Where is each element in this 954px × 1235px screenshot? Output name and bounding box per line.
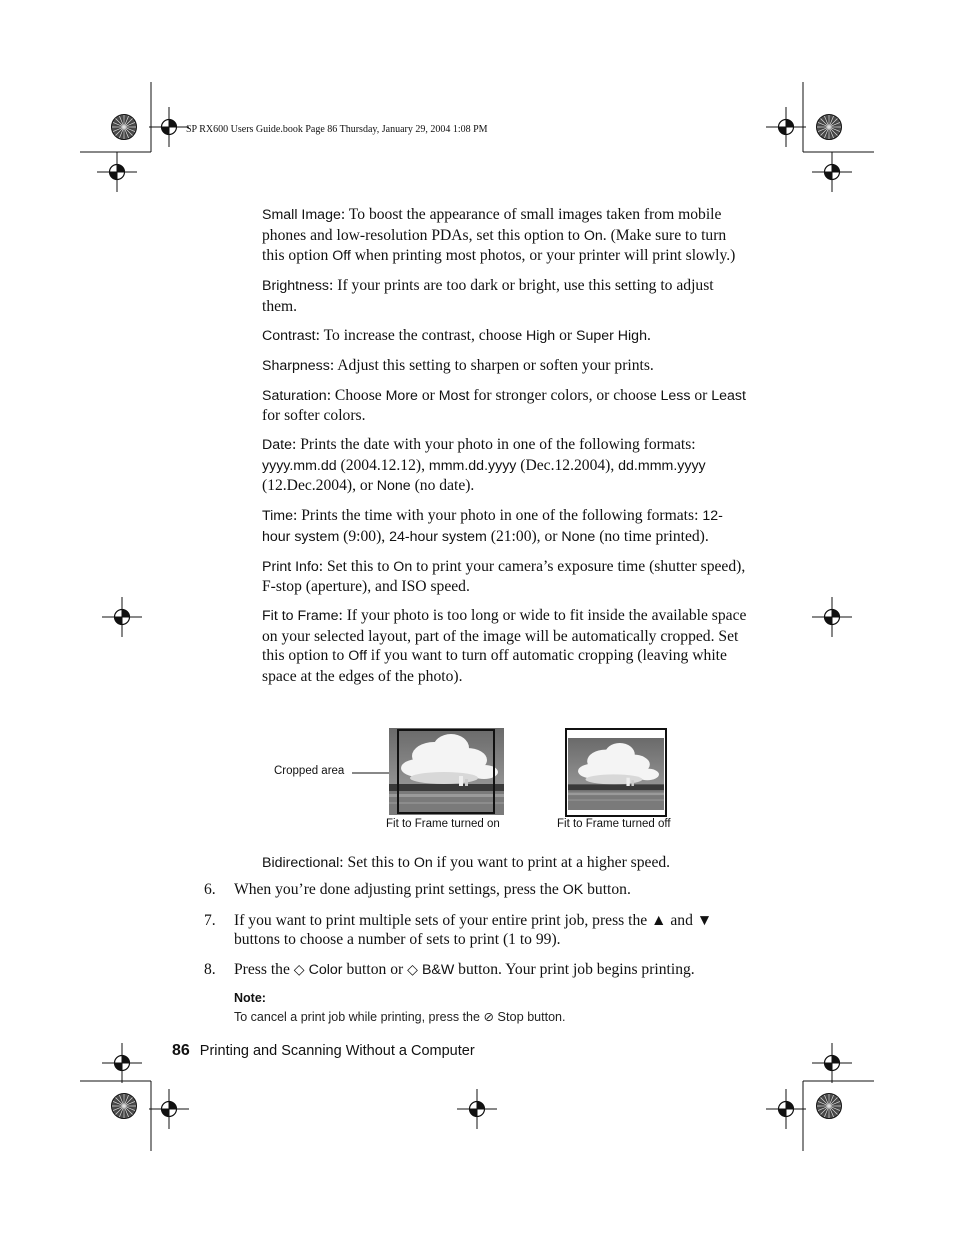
setting-contrast — [262, 326, 748, 347]
photo-fit-on — [389, 728, 504, 815]
option-value: On — [393, 558, 413, 575]
photo-fit-off — [565, 728, 667, 817]
body-text: when printing most photos, or your printer will print slowly.) — [350, 247, 736, 264]
setting-fit-to-frame — [262, 606, 748, 686]
registration-mark-icon — [149, 1089, 189, 1129]
caption-fit-off: Fit to Frame turned off — [557, 818, 671, 830]
body-text: if you want to print at a higher speed. — [432, 854, 671, 871]
page-footer — [172, 1042, 475, 1060]
note-text-after: button. — [523, 1010, 566, 1024]
note-heading: Note: — [234, 991, 266, 1005]
setting-term: Print Info — [262, 558, 319, 575]
option-value: On — [413, 855, 433, 871]
body-text: button. Your print job begins printing. — [454, 960, 695, 978]
option-value: Less — [660, 387, 691, 404]
step-number: 6. — [204, 881, 216, 898]
body-text: . (Make sure to turn this option — [262, 226, 727, 264]
star-target-icon — [112, 115, 137, 140]
registration-mark-icon — [812, 597, 852, 637]
fit-to-frame-figure — [260, 727, 710, 837]
option-value: High — [526, 327, 556, 344]
setting-term: Contrast — [262, 327, 316, 344]
print-job-header: SP RX600 Users Guide.book Page 86 Thursday, January 29, 2004 1:08 PM — [186, 124, 488, 135]
setting-print-info — [262, 557, 748, 597]
body-text: or — [417, 386, 439, 404]
body-text: (2004.12.12), — [336, 456, 429, 474]
body-text: (21:00), or — [486, 527, 562, 545]
step-list — [204, 880, 748, 990]
setting-term: Sharpness — [262, 357, 330, 374]
body-text: When you’re done adjusting print settings, press the — [234, 881, 563, 898]
setting-brightness — [262, 276, 748, 316]
body-text: If you want to print multiple sets of your entire print job, press the ▲ and ▼ buttons to choose a number of sets to print (1 to 99). — [234, 911, 713, 948]
option-value: ◇ B&W — [407, 961, 455, 978]
step-number: 8. — [204, 960, 216, 978]
step-number: 7. — [204, 911, 216, 929]
option-value: dd.mmm.yyyy — [618, 457, 706, 474]
registration-mark-icon — [102, 597, 142, 637]
body-text: (no date). — [410, 477, 475, 494]
body-text: : Adjust this setting to sharpen or soften your prints. — [329, 356, 654, 374]
registration-mark-icon — [457, 1089, 497, 1129]
option-value: 24-hour system — [389, 528, 487, 545]
body-text: : Choose — [326, 386, 386, 404]
body-text: for stronger colors, or choose — [469, 386, 661, 404]
body-text: button. — [583, 881, 631, 898]
option-value: Off — [348, 648, 367, 664]
stop-icon: ⊘ — [483, 1009, 494, 1024]
option-value: On — [583, 227, 603, 244]
caption-fit-on: Fit to Frame turned on — [386, 818, 500, 830]
option-value: Least — [711, 387, 746, 404]
setting-term: Small Image — [262, 207, 341, 223]
setting-bidirectional — [262, 853, 748, 874]
setting-date — [262, 435, 748, 497]
option-value: Off — [332, 248, 351, 264]
body-text: (9:00), — [339, 527, 390, 545]
body-text: : If your prints are too dark or bright, use this setting to adjust them. — [262, 277, 714, 315]
registration-mark-icon — [97, 152, 137, 192]
body-text: or — [690, 386, 712, 404]
setting-saturation — [262, 386, 748, 426]
note-text-before: To cancel a print job while printing, press the — [234, 1010, 484, 1024]
body-text: Press the — [234, 960, 294, 978]
body-text: : Set this to — [318, 557, 394, 575]
step-item — [204, 960, 748, 981]
body-text: or — [555, 326, 576, 344]
chapter-title: Printing and Scanning Without a Computer — [199, 1043, 475, 1059]
setting-small-image — [262, 205, 748, 267]
step-item — [204, 911, 748, 950]
setting-term: Saturation — [262, 387, 327, 404]
body-text: : Prints the date with your photo in one of the following formats: — [291, 436, 696, 453]
step-text — [234, 880, 748, 901]
step-item — [204, 880, 748, 901]
body-text: : If your photo is too long or wide to fit inside the available space on your selected layout, part of the image will be automatically cropped. Set this option to — [262, 607, 747, 664]
step-text — [234, 911, 748, 950]
body-text: for softer colors. — [262, 407, 366, 424]
body-text: : To increase the contrast, choose — [315, 326, 526, 344]
cropped-area-callout: Cropped area — [274, 765, 345, 777]
body-text: button or — [342, 960, 408, 978]
step-text — [234, 960, 748, 981]
option-value: yyyy.mm.dd — [262, 457, 337, 474]
star-target-icon — [112, 1094, 137, 1119]
option-value: Most — [438, 387, 470, 404]
option-value: 12-hour system — [262, 508, 723, 545]
settings-list — [262, 205, 748, 696]
setting-time — [262, 506, 748, 547]
registration-mark-icon — [149, 107, 189, 147]
setting-term: Fit to Frame — [262, 608, 339, 624]
option-value: ◇ Color — [293, 961, 343, 978]
option-value: OK — [562, 882, 584, 898]
body-text: (Dec.12.2004), — [516, 456, 619, 474]
star-target-icon — [817, 1094, 842, 1119]
setting-sharpness — [262, 356, 748, 377]
registration-mark-icon — [812, 1043, 852, 1083]
stop-button-label: Stop — [497, 1009, 524, 1024]
setting-term: Bidirectional — [262, 855, 340, 871]
option-value: None — [376, 478, 411, 494]
setting-term: Time — [262, 508, 294, 524]
body-text: . — [646, 326, 651, 344]
body-text: : Prints the time with your photo in one of the following formats: — [293, 507, 703, 524]
body-text: to print your camera’s exposure time (shutter speed), F-stop (aperture), and ISO speed. — [262, 557, 746, 595]
body-text: (12.Dec.2004), or — [262, 477, 377, 494]
registration-mark-icon — [766, 1089, 806, 1129]
star-target-icon — [817, 115, 842, 140]
crop-frame — [397, 729, 495, 814]
option-value: mmm.dd.yyyy — [428, 457, 517, 474]
registration-mark-icon — [812, 152, 852, 192]
note-text — [234, 1009, 565, 1024]
registration-mark-icon — [102, 1043, 142, 1083]
body-text: : Set this to — [339, 854, 414, 871]
setting-term: Date — [262, 437, 292, 453]
setting-bidirectional-block — [262, 853, 748, 883]
body-text: if you want to turn off automatic cropping (leaving white space at the edges of the photo). — [262, 647, 727, 685]
page-number: 86 — [172, 1042, 190, 1059]
setting-term: Brightness — [262, 278, 330, 294]
option-value: More — [385, 387, 418, 404]
option-value: Super High — [575, 327, 647, 344]
registration-mark-icon — [766, 107, 806, 147]
body-text: (no time printed). — [595, 527, 709, 545]
body-text: : To boost the appearance of small images taken from mobile phones and low-resolution PDAs, set this option to — [262, 206, 722, 244]
option-value: None — [561, 528, 596, 545]
